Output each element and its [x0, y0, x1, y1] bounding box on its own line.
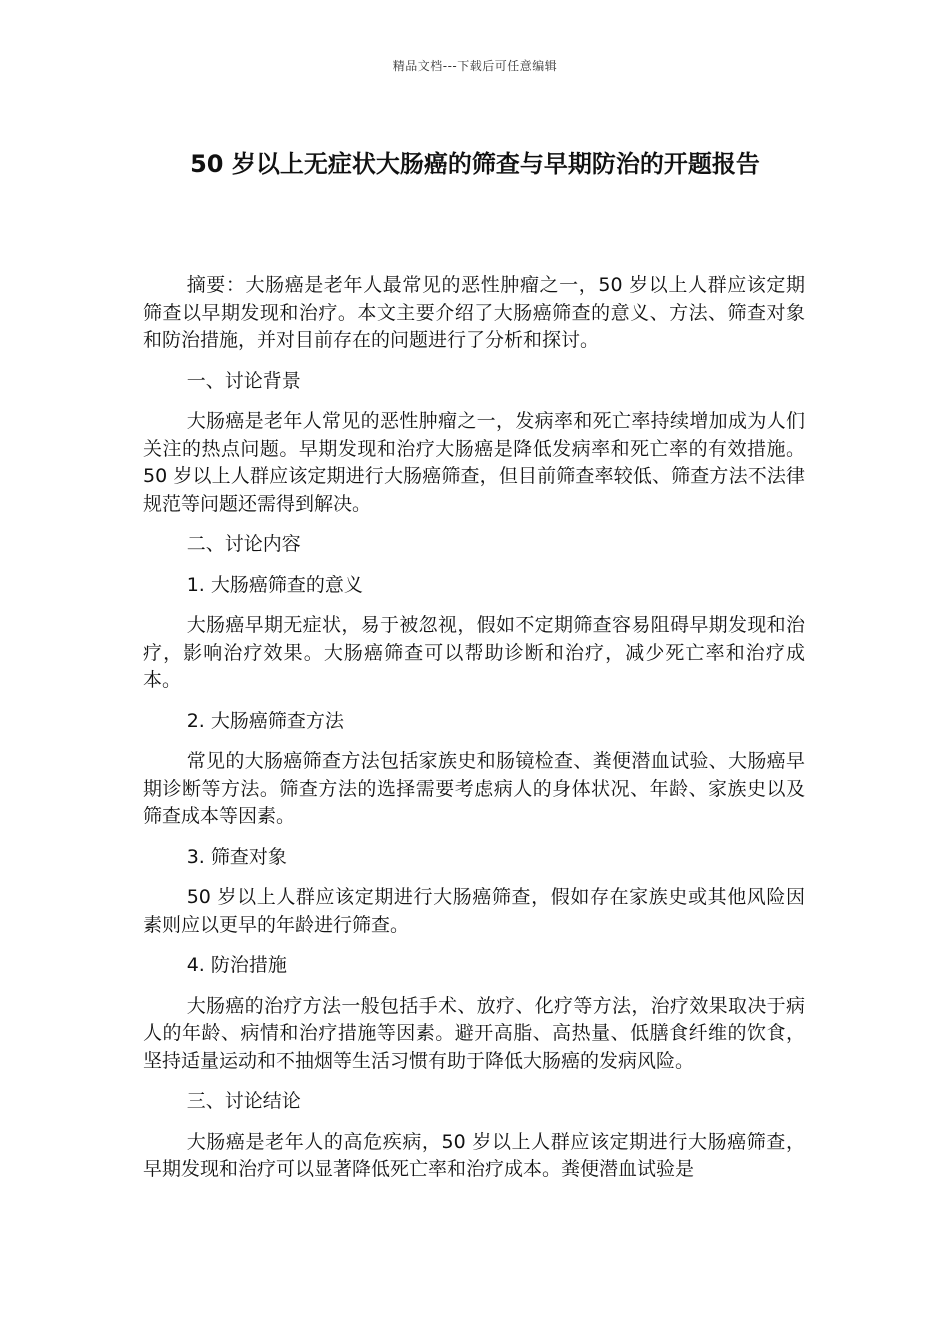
conclusion-paragraph: 大肠癌是老年人的高危疾病，50 岁以上人群应该定期进行大肠癌筛查，早期发现和治疗可以显著降低死亡率和治疗成本。粪便潜血试验是	[143, 1130, 805, 1180]
subheading-prevention: 4. 防治措施	[186, 954, 287, 976]
document-title: 50 岁以上无症状大肠癌的筛查与早期防治的开题报告	[190, 150, 760, 178]
subheading-subjects: 3. 筛查对象	[186, 845, 287, 868]
significance-paragraph: 大肠癌早期无症状，易于被忽视，假如不定期筛查容易阻碍早期发现和治疗，影响治疗效果。大肠癌筛查可以帮助诊断和治疗，减少死亡率和治疗成本。	[143, 614, 805, 691]
background-paragraph: 大肠癌是老年人常见的恶性肿瘤之一，发病率和死亡率持续增加成为人们关注的热点问题。早期发现和治疗大肠癌是降低发病率和死亡率的有效措施。50 岁以上人群应该定期进行大肠癌筛查，但目前筛查率较低、筛查方法不法律规范等问题还需得到解决。	[143, 410, 805, 515]
document-body	[143, 272, 805, 1197]
subheading-methods: 2. 大肠癌筛查方法	[186, 709, 344, 732]
section-heading-background: 一、讨论背景	[186, 369, 301, 392]
watermark-header: 精品文档---下载后可任意编辑	[392, 59, 558, 73]
section-heading-content: 二、讨论内容	[186, 533, 301, 555]
subjects-paragraph: 50 岁以上人群应该定期进行大肠癌筛查，假如存在家族史或其他风险因素则应以更早的年龄进行筛查。	[143, 886, 805, 936]
section-heading-conclusion: 三、讨论结论	[186, 1090, 301, 1112]
methods-paragraph: 常见的大肠癌筛查方法包括家族史和肠镜检查、粪便潜血试验、大肠癌早期诊断等方法。筛查方法的选择需要考虑病人的身体状况、年龄、家族史以及筛查成本等因素。	[143, 750, 805, 827]
prevention-paragraph: 大肠癌的治疗方法一般包括手术、放疗、化疗等方法，治疗效果取决于病人的年龄、病情和治疗措施等因素。避开高脂、高热量、低膳食纤维的饮食，坚持适量运动和不抽烟等生活习惯有助于降低大肠癌的发病风险。	[143, 994, 805, 1072]
subheading-significance: 1. 大肠癌筛查的意义	[186, 573, 363, 596]
abstract-paragraph: 摘要：大肠癌是老年人最常见的恶性肿瘤之一，50 岁以上人群应该定期筛查以早期发现和治疗。本文主要介绍了大肠癌筛查的意义、方法、筛查对象和防治措施，并对目前存在的问题进行了分析和探讨。	[143, 274, 805, 351]
